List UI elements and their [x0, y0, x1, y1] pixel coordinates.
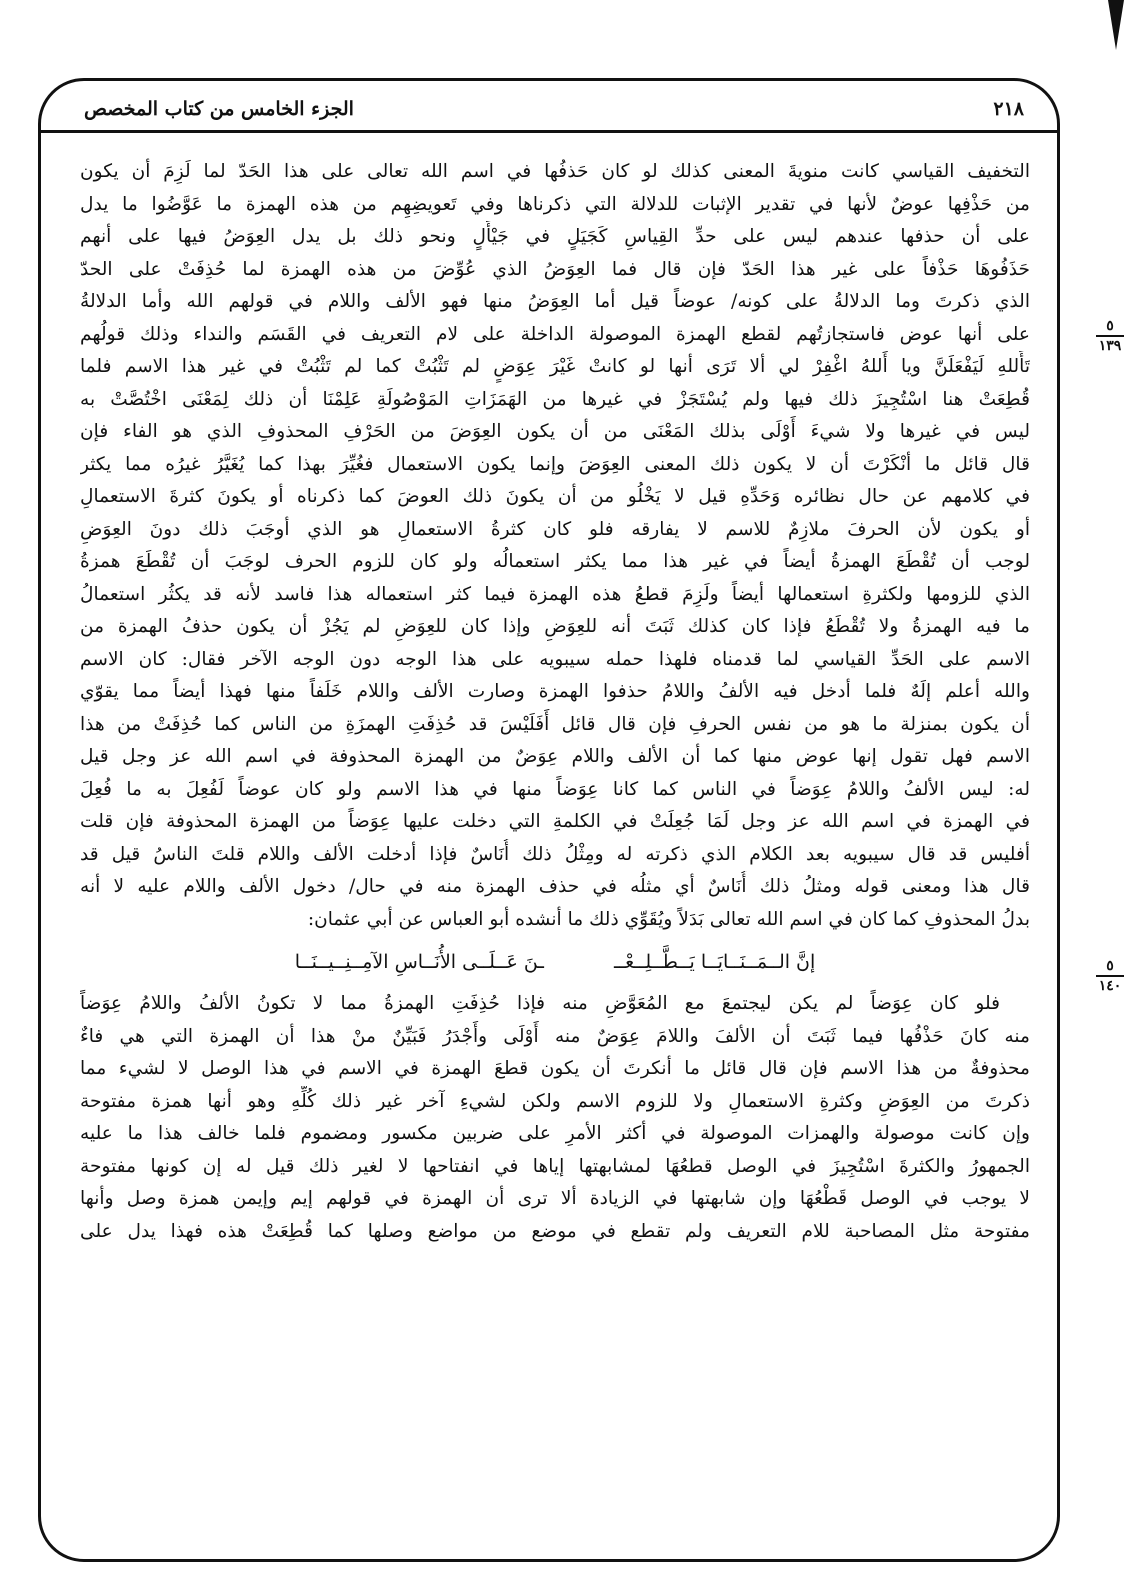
- text-line: حَذَفُوهَا حَذْفاً على غير هذا الحَدّ فإن قال فما العِوَضُ الذي عُوِّضَ من هذه الهمزة لما حُذِفَتْ على الحدّ: [80, 258, 1030, 280]
- text-line: لا يوجب في الوصل قَطْعُهَا وإن شابهتها في الزيادة ألا ترى أن الهمزة في قولهم إيم وإيمن همزة وصل وأنها: [80, 1188, 1030, 1209]
- text-line: ما فيه الهمزةُ ولا تُقْطَعُ فإذا كان كذلك ثَبَتَ أنه للعِوَضِ وإذا كان للعِوَضِ لم يَجُزْ أن يكون حذفُ الهمزة من: [80, 616, 1030, 637]
- margin-page-marker-140: [1094, 958, 1126, 994]
- text-line: ذكرتَ من العِوَضِ وكثرةِ الاستعمالِ ولا للزوم الاسم ولكن لشيءِ آخر غير ذلك كُلِّهِ وهو أنها همزة مفتوحة: [80, 1090, 1030, 1112]
- margin-marker-bottom: ١٣٩: [1098, 338, 1122, 354]
- verse-hemistich-1: إنَّ الــمَــنَــايَــا يَــطَّــلِــعْــ: [613, 951, 816, 973]
- text-line: محذوفةٌ من هذا الاسم فإن قال قائل ما أنكرتَ أن يكون قطعَ الهمزة في الاسم في هذا الوصل لا لشيء مما: [80, 1058, 1030, 1079]
- text-line: قال قائل ما أنْكَرْتَ أن لا يكون ذلك المعنى العِوَضَ وإنما يكون الاستعمال فغُيِّرَ بهذا كما يُغَيَّرُ غيرُه مما يكثر: [80, 453, 1030, 475]
- running-title: الجزء الخامس من كتاب المخصص: [84, 98, 354, 120]
- text-line: الاسم على الحَدِّ القياسي لما قدمناه فلهذا حمله سيبويه على هذا الوجه دون الوجه الآخر فقال: كان الاسم: [80, 648, 1030, 670]
- text-line: مفتوحة مثل المصاحبة للام التعريف ولم تقطع في موضع من مواضع وصلها كما قُطِعَتْ هذه فهذا يدل على: [80, 1220, 1030, 1242]
- text-line: في الهمزة في اسم الله عز وجل لَمَا جُعِلَتْ في الكلمةِ التي دخلت عليها عِوَضاً من الهمزة المحذوفة فإن قلت: [80, 811, 1030, 832]
- text-line: بدلُ المحذوفِ كما كان في اسم الله تعالى بَدَلاً ويُقَوِّي ذلك ما أنشده أبو العباس عن أبي عثمان:: [307, 908, 1030, 930]
- paragraph-2: [80, 988, 1030, 1248]
- text-line: ليس في غيرها ولا شيءَ أَوْلَى بذلك المَعْنَى من أن يكون العِوَضَ من الحَرْفِ المحذوفِ الذي هو الفاء فإن: [80, 421, 1030, 442]
- margin-marker-bar: [1096, 975, 1124, 977]
- page-header: [72, 96, 1032, 126]
- margin-marker-bar: [1096, 335, 1124, 337]
- text-line: أفليس قد قال سيبويه بعد الكلام الذي ذكرته له ومِثْلُ ذلك أُنَاسٌ فإذا أدخلت الألف واللام قلتَ الناسُ قيل قد: [80, 843, 1030, 865]
- poetry-verse: [80, 936, 1030, 988]
- text-line: تَأَللهِ لَيَفْعَلَنَّ ويا أَللهُ اغْفِرْ لي ألا تَرَى أنها لو كانتْ غَيْرَ عِوَضٍ لم تَثْبُتْ كما لم تَثْبُتْ في غير هذا الاسم فلما: [80, 356, 1030, 377]
- paragraph-1: [80, 156, 1030, 936]
- text-line: له: ليس الألفُ واللامُ عِوَضاً في الناس كما كانا عِوَضاً منها في هذا الاسم ولو كان عوضاً لَفُعِلَ به ما فُعِلَ: [80, 778, 1030, 800]
- text-line: على أن حذفها عندهم ليس على حدِّ القِياسِ كَجَيَلٍ في جَيْأَلٍ ونحو ذلك بل يدل العِوَضُ فيها على أنهم: [80, 226, 1030, 247]
- text-line: أو يكون لأن الحرفَ ملازِمٌ للاسم لا يفارقه فلو كان كثرةُ الاستعمالِ هو الذي أوجَبَ ذلك دونَ العِوَضِ: [80, 518, 1030, 540]
- text-line: الذي للزومها ولكثرةِ استعمالها أيضاً ولَزِمَ قطعُ هذه الهمزة فيما كثر استعماله هذا فاسد لأنه قد يكثُر استعمالُ: [80, 583, 1030, 605]
- verse-hemistich-2: ـنَ عَــلَــى الأُنَــاسِ الآمِــنِــيــنَــا: [294, 951, 544, 973]
- margin-page-marker-139: [1094, 318, 1126, 354]
- text-line: والله أعلم إلَهٌ فلما أدخل فيه الألفُ واللامُ حذفوا الهمزة وصارت الألف واللام خَلَفاً منها فهذا أيضاً مما يقوّي: [80, 681, 1030, 702]
- text-line: الجمهورُ والكثرةَ اسْتُجِيزَ في الوصل قطعُهَا لمشابهتها إياها في انفتاحها لا لغير ذلك قيل له إن كونها مفتوحة: [80, 1155, 1030, 1177]
- body-text: [80, 156, 1030, 1248]
- text-line: التخفيف القياسي كانت منويةَ المعنى كذلك لو كان حَذفُها في اسم الله تعالى على هذا الحَدّ لما لَزِمَ أن يكون: [80, 161, 1030, 182]
- header-rule: [40, 130, 1058, 133]
- text-line: فلو كان عِوَضاً لم يكن ليجتمعَ مع المُعَوَّضِ منه فإذا حُذِفَتِ الهمزةُ مما لا تكونُ الألفُ واللامُ عِوَضاً: [80, 993, 1000, 1014]
- page-corner-mark: [1108, 0, 1124, 50]
- text-line: الاسم فهل تقول إنها عوض منها كما أن الألف واللام عِوَضٌ من الهمزة المحذوفة في اسم الله عز وجل قيل: [80, 746, 1030, 767]
- text-line: قُطِعَتْ هنا اسْتُجِيزَ ذلك فيها ولم يُسْتَجَزْ في غيرها من الهَمَزَاتِ المَوْصُولَةِ عَلِمْنَا أن ذلك لِمَعْنَى اخْتُصَّتْ به: [80, 388, 1030, 410]
- margin-marker-top: ٥: [1106, 958, 1114, 974]
- margin-marker-bottom: ١٤٠: [1098, 978, 1122, 994]
- text-line: لوجب أن تُقْطَعَ الهمزةُ أيضاً في غير هذا مما يكثر استعمالُه ولو كان للزوم الحرف لوجَبَ أن تُقْطَعَ همزةُ: [80, 551, 1030, 572]
- text-line: قال هذا ومعنى قوله ومثلُ ذلك أُنَاسٌ أي مثلُه في حذف الهمزة منه في حال/ دخول الألف واللام عليه لا أنه: [80, 876, 1030, 897]
- text-line: الذي ذكرتَ وما الدلالةُ على كونه/ عوضاً قيل أما العِوَضُ منها فهو الألف واللام في قولهم الله وأما الدلالةُ: [80, 291, 1030, 312]
- text-line: وإن كانت موصولة والهمزات الموصولة في أكثر الأمرِ على ضربين مكسور ومضموم فلما خالف هذا ما عليه: [80, 1123, 1030, 1144]
- text-line: منه كانَ حَذْفُها فيما ثَبَتَ أن الألفَ واللامَ عِوَضٌ منه أَوْلَى وأَجْدَرُ فَبَيِّنٌ منْ هذا أن الهمزة التي هي فاءٌ: [80, 1025, 1030, 1047]
- margin-marker-top: ٥: [1106, 318, 1114, 334]
- text-line: في كلامهم عن حال نظائره وَحَدِّهِ قيل لا يَخْلُو من أن يكونَ ذلك العوضَ كما ذكرناه أو يكونَ كثرةَ الاستعمالِ: [80, 486, 1030, 507]
- text-line: على أنها عوض فاستجازتُهم لقطع الهمزة الموصولة الداخلة على لام التعريف في القَسَم والنداء وذلك قولُهم: [80, 323, 1030, 345]
- page-number: ٢١٨: [993, 98, 1024, 120]
- text-line: من حَذْفِها عوضٌ لأنها في تقدير الإثبات للدلالة التي ذكرناها وفي تَعويضِهِم من هذه الهمزة ما عَوَّضُوا ما يدل: [80, 193, 1030, 215]
- text-line: أن يكون بمنزلة ما هو من نفس الحرفِ فإن قال قائل أَفَلَيْسَ قد حُذِفَتِ الهمزَةِ من الناس كما حُذِفَتْ من هذا: [80, 713, 1030, 735]
